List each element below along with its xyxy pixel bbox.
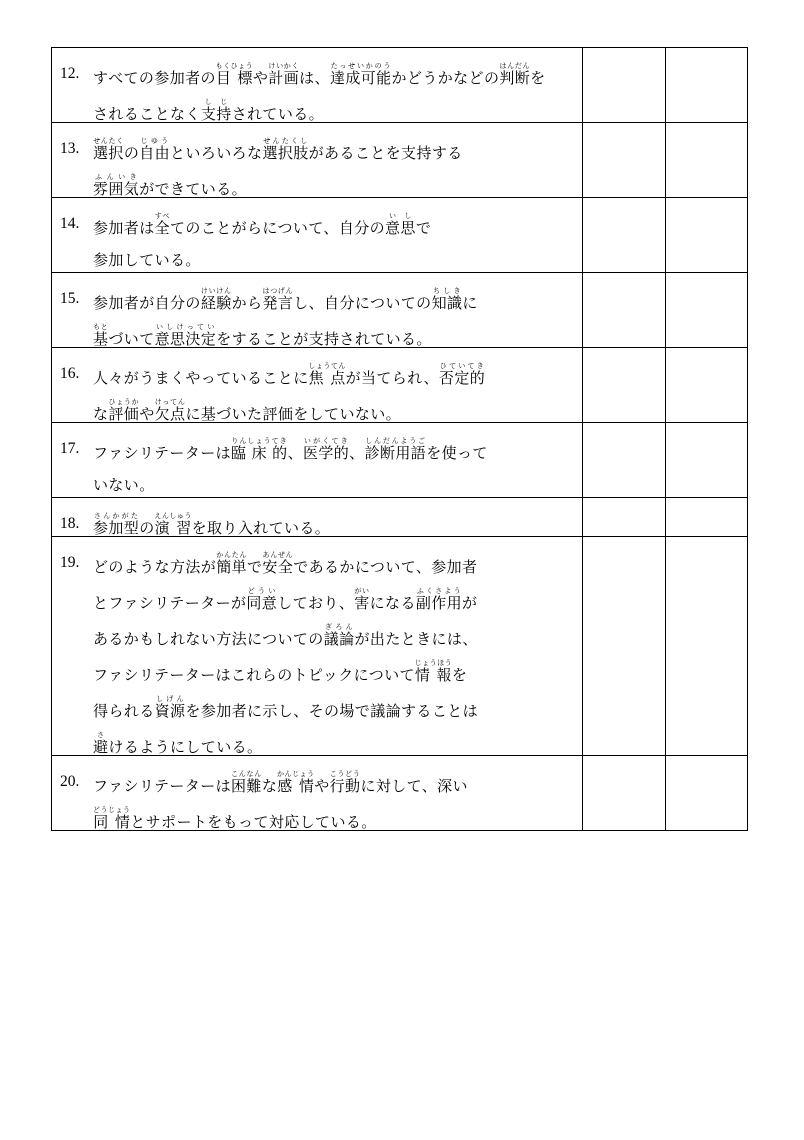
question-text-line [52,62,582,86]
furigana-word [262,137,309,162]
kanji-text: 診断用語 [364,444,427,462]
text-segment: が出たときには、 [354,630,478,648]
kanji-text: 支持 [200,105,232,123]
text-segment: されることなく [93,105,201,123]
answer-cell-2[interactable] [666,273,748,348]
checklist-row [52,537,748,756]
text-segment: てのことがらについて、自分の [170,219,386,237]
furigana-word [414,659,453,684]
text-segment: や [314,777,330,795]
item-number: 14. [60,215,80,232]
furigana-reading: しんだんようご [364,437,427,445]
answer-cell-1[interactable] [583,348,666,423]
furigana-reading: けいかく [268,62,300,70]
kanji-text: 感 情 [276,777,315,795]
text-segment: を [530,69,546,87]
checklist-rows [52,48,748,831]
furigana-word [93,137,124,162]
furigana-word [154,512,192,537]
text-segment: とファシリテーターが [93,594,247,612]
question-text-line [52,137,582,161]
furigana-word [216,551,248,576]
furigana-reading: もと [93,323,109,331]
answer-cell-1[interactable] [583,756,666,831]
text-segment: 、 [287,444,303,462]
text-segment: いない。 [93,476,155,494]
kanji-text: 達成可能 [329,69,392,87]
kanji-text: 発言 [262,294,294,312]
item-number: 19. [60,554,80,571]
furigana-word [93,323,109,348]
text-segment: に [462,294,478,312]
furigana-word [329,770,361,795]
furigana-word [139,137,171,162]
kanji-text: 参加型 [93,519,140,537]
question-text-line [52,587,582,611]
furigana-reading: いがくてき [302,437,350,445]
kanji-text: 意思 [385,219,416,237]
question-item [52,48,582,122]
furigana-word [200,287,232,312]
furigana-word [308,362,346,387]
kanji-text: 判断 [499,69,531,87]
kanji-text: 自由 [139,144,171,162]
furigana-reading: どうい [246,587,278,595]
kanji-text: 副作用 [415,594,463,612]
furigana-reading: もくひょう [215,62,254,70]
text-segment: で [247,558,263,576]
furigana-word [154,212,171,237]
text-segment: し、自分についての [293,294,432,312]
answer-cell-2[interactable] [666,123,748,198]
furigana-reading: せんたくし [262,137,309,145]
question-cell [52,273,583,348]
furigana-word [231,437,288,462]
furigana-reading: しょうてん [308,362,346,370]
text-segment: を取り入れている。 [191,519,331,537]
text-segment: しており、 [277,594,355,612]
furigana-word [329,62,392,87]
text-segment: 得られる [93,702,155,720]
kanji-text: 選択肢 [262,144,309,162]
furigana-reading: ぎろん [323,623,355,631]
text-segment: 、 [349,444,365,462]
question-item [52,498,582,536]
kanji-text: 行動 [329,777,361,795]
furigana-reading: ふくさよう [415,587,463,595]
furigana-reading: こんなん [231,770,262,778]
furigana-reading: ふんいき [93,173,140,181]
checklist-row [52,498,748,537]
furigana-word [302,437,350,462]
text-segment: な [93,405,109,423]
item-number: 17. [60,440,80,457]
furigana-reading: すべ [154,212,170,220]
answer-cell-1[interactable] [583,48,666,123]
question-cell [52,423,583,498]
furigana-reading: さ [93,731,109,739]
question-text-line [52,248,582,272]
furigana-reading: いしけってい [154,323,217,331]
answer-cell-1[interactable] [583,123,666,198]
item-number: 15. [60,290,80,307]
checklist-row [52,123,748,198]
item-number: 12. [60,65,80,82]
kanji-text: 雰囲気 [93,180,140,198]
furigana-word [262,287,294,312]
furigana-word [438,362,486,387]
furigana-reading: けってん [154,398,186,406]
text-segment: けるようにしている。 [108,738,263,756]
furigana-word [276,770,315,795]
question-text-line [52,212,582,236]
answer-cell-2[interactable] [666,537,748,756]
furigana-word [499,62,531,87]
kanji-text: 同意 [246,594,278,612]
question-text-line [52,806,582,830]
answer-cell-2[interactable] [666,756,748,831]
text-segment: どのような方法が [93,558,217,576]
question-cell [52,123,583,198]
text-segment: 参加者は [93,219,155,237]
question-text-line [52,287,582,311]
text-segment: の [123,144,140,162]
furigana-word [93,731,109,756]
question-cell [52,537,583,756]
text-segment: を使って [426,444,488,462]
kanji-text: 情 報 [414,666,453,684]
kanji-text: 臨 床 的 [231,444,288,462]
furigana-word [246,587,278,612]
furigana-reading: はつげん [262,287,294,295]
furigana-reading: せんたく [93,137,124,145]
text-segment: は、 [299,69,330,87]
question-cell [52,498,583,537]
kanji-text: 簡単 [216,558,248,576]
kanji-text: 選択 [93,144,124,162]
question-text-line [52,770,582,794]
kanji-text: 安全 [262,558,294,576]
kanji-text: 評価 [108,405,140,423]
item-number: 13. [60,140,80,157]
kanji-text: 議論 [323,630,355,648]
checklist-table [51,47,748,831]
kanji-text: 資源 [154,702,186,720]
text-segment: な [261,777,278,795]
answer-cell-1[interactable] [583,498,666,537]
furigana-reading: じゆう [139,137,171,145]
furigana-reading: ちしき [431,287,463,295]
text-segment: といろいろな [170,144,263,162]
checklist-row [52,756,748,831]
furigana-word [93,173,140,198]
item-number: 18. [60,515,80,532]
answer-cell-1[interactable] [583,423,666,498]
furigana-reading: かんじょう [276,770,315,778]
text-segment: に基づいた評価をしていない。 [185,405,402,423]
furigana-word [215,62,254,87]
question-item [52,756,582,830]
kanji-text: 医学的 [302,444,350,462]
furigana-reading: はんだん [499,62,531,70]
furigana-reading: さんかがた [93,512,140,520]
question-text-line [52,398,582,422]
question-text-line [52,731,582,755]
text-segment: があることを支持する [308,144,463,162]
text-segment: とサポートをもって対応している。 [130,813,377,831]
item-number: 20. [60,773,80,790]
furigana-reading: しげん [154,695,186,703]
text-segment: ができている。 [139,180,248,198]
kanji-text: 意思決定 [154,330,217,348]
kanji-text: 全 [154,219,171,237]
kanji-text: 欠点 [154,405,186,423]
text-segment: になる [369,594,416,612]
kanji-text: 知識 [431,294,463,312]
furigana-reading: こうどう [329,770,361,778]
question-text-line [52,623,582,647]
checklist-row [52,423,748,498]
furigana-word [93,512,140,537]
question-item [52,348,582,422]
furigana-word [323,623,355,648]
text-segment: をすることが支持されている。 [216,330,432,348]
furigana-reading: しじ [200,98,232,106]
furigana-word [200,98,232,123]
furigana-reading: りんしょうてき [231,437,288,445]
answer-cell-2[interactable] [666,348,748,423]
text-segment: から [231,294,263,312]
question-item [52,273,582,347]
text-segment: すべての参加者の [93,69,216,87]
furigana-word [364,437,427,462]
text-segment: の [139,519,155,537]
text-segment: ファシリテーターは [93,444,232,462]
text-segment: ファシリテーターはこれらのトピックについて [93,666,415,684]
question-item [52,123,582,197]
text-segment: 人々がうまくやっていることに [93,369,309,387]
furigana-reading: ひていてき [438,362,486,370]
question-text-line [52,437,582,461]
question-text-line [52,323,582,347]
answer-cell-1[interactable] [583,537,666,756]
furigana-reading: えんしゅう [154,512,192,520]
furigana-word [431,287,463,312]
text-segment: かどうかなどの [391,69,500,87]
furigana-reading: どうじょう [93,806,131,814]
answer-cell-1[interactable] [583,198,666,273]
question-cell [52,756,583,831]
furigana-reading: じょうほう [414,659,453,667]
text-segment: 参加者が自分の [93,294,201,312]
checklist-row [52,348,748,423]
furigana-word [231,770,262,795]
question-item [52,198,582,272]
checklist-row [52,273,748,348]
question-item [52,423,582,497]
furigana-word [268,62,300,87]
text-segment: 参加している。 [93,251,201,269]
kanji-text: 害 [354,594,370,612]
furigana-reading: あんぜん [262,551,294,559]
furigana-word [354,587,370,612]
furigana-word [415,587,463,612]
answer-cell-2[interactable] [666,498,748,537]
text-segment: が当てられ、 [345,369,439,387]
question-text-line [52,362,582,386]
text-segment: ファシリテーターは [93,777,232,795]
furigana-word [154,398,186,423]
furigana-reading: がい [354,587,370,595]
furigana-word [93,806,131,831]
kanji-text: 否定的 [438,369,486,387]
kanji-text: 困難 [231,777,262,795]
kanji-text: 避 [93,738,109,756]
furigana-reading: いし [385,212,416,220]
text-segment: であるかについて、参加者 [293,558,478,576]
checklist-row [52,48,748,123]
kanji-text: 目 標 [215,69,254,87]
question-item [52,537,582,755]
checklist-row [52,198,748,273]
question-text-line [52,512,582,536]
text-segment: に対して、深い [360,777,468,795]
question-cell [52,348,583,423]
question-text-line [52,551,582,575]
question-text-line [52,98,582,122]
text-segment: されている。 [231,105,325,123]
kanji-text: 基 [93,330,109,348]
answer-cell-1[interactable] [583,273,666,348]
question-text-line [52,695,582,719]
question-cell [52,48,583,123]
answer-cell-2[interactable] [666,198,748,273]
furigana-word [385,212,416,237]
text-segment: づいて [108,330,155,348]
furigana-word [154,323,217,348]
text-segment: や [139,405,155,423]
furigana-word [108,398,140,423]
text-segment: あるかもしれない方法についての [93,630,324,648]
kanji-text: 同 情 [93,813,131,831]
text-segment: を参加者に示し、その場で議論することは [185,702,479,720]
kanji-text: 演 習 [154,519,192,537]
item-number: 16. [60,365,80,382]
furigana-reading: かんたん [216,551,247,559]
question-text-line [52,659,582,683]
answer-cell-2[interactable] [666,48,748,123]
text-segment: を [451,666,468,684]
text-segment: や [252,69,269,87]
kanji-text: 経験 [200,294,232,312]
kanji-text: 計画 [268,69,300,87]
furigana-reading: ひょうか [108,398,140,406]
text-segment: が [462,594,478,612]
text-segment: で [415,219,432,237]
answer-cell-2[interactable] [666,423,748,498]
kanji-text: 焦 点 [308,369,346,387]
question-cell [52,198,583,273]
question-text-line [52,473,582,497]
furigana-word [154,695,186,720]
furigana-word [262,551,294,576]
question-text-line [52,173,582,197]
furigana-reading: たっせいかのう [329,62,392,70]
furigana-reading: けいけん [200,287,232,295]
